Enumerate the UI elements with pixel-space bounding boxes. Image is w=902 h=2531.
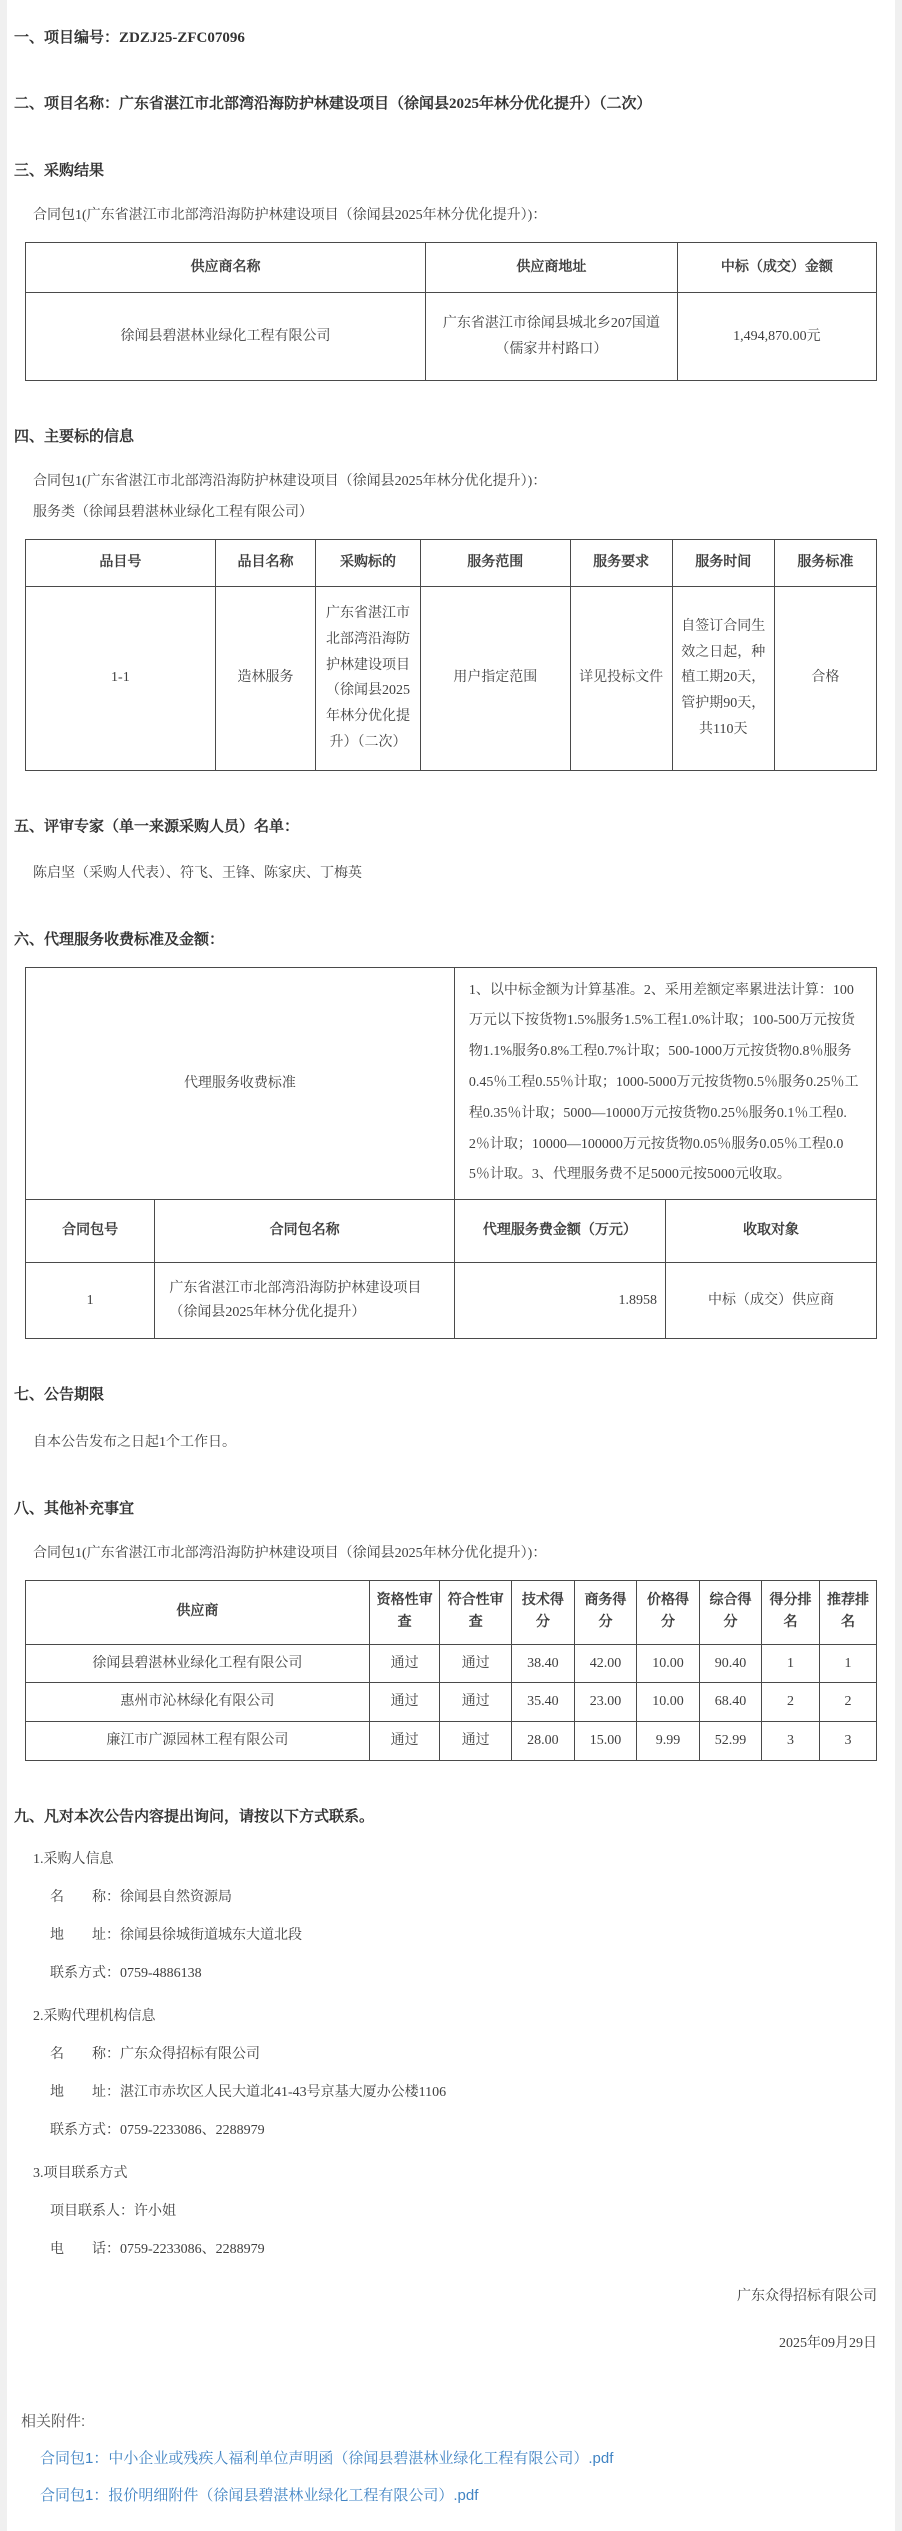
field-label: 名 称：: [50, 2047, 120, 2063]
column-header: 服务范围: [420, 540, 570, 587]
table-cell: 35.40: [511, 1683, 574, 1722]
table-cell: 10.00: [637, 1683, 700, 1722]
column-header: 合同包号: [26, 1200, 155, 1263]
project-contact-person-line: [50, 2201, 888, 2222]
project-contact-phone: 0759-2233086、2288979: [120, 2242, 265, 2258]
subject-package-line: 合同包1(广东省湛江市北部湾沿海防护林建设项目（徐闻县2025年林分优化提升）)：: [33, 474, 547, 490]
table-cell: 42.00: [574, 1644, 636, 1683]
agent-tel-line: [50, 2120, 888, 2141]
table-cell: 自签订合同生效之日起，种植工期20天，管护期90天，共110天: [672, 586, 774, 770]
purchaser-name-line: [50, 1887, 888, 1908]
column-header: 采购标的: [316, 540, 421, 587]
table-cell: 68.40: [699, 1683, 761, 1722]
table-cell: 3: [819, 1722, 876, 1761]
column-header: 合同包名称: [155, 1200, 455, 1263]
agent-address-line: [50, 2082, 888, 2103]
column-header: 服务标准: [774, 540, 876, 587]
fee-standard-label: 代理服务收费标准: [26, 967, 455, 1200]
field-label: 地 址：: [50, 1928, 120, 1944]
agent-info-title: 2.采购代理机构信息: [33, 2009, 156, 2025]
signature-date: 2025年09月29日: [779, 2336, 877, 2352]
table-cell: 3: [762, 1722, 820, 1761]
heading-agency-fee: 六、代理服务收费标准及金额：: [14, 932, 225, 949]
agent-tel: 0759-2233086、2288979: [120, 2123, 265, 2139]
table-cell: 1.8958: [454, 1262, 665, 1339]
table-cell: 廉江市广源园林工程有限公司: [26, 1722, 370, 1761]
table-header-row: [26, 540, 877, 587]
table-cell: 广东省湛江市北部湾沿海防护林建设项目（徐闻县2025年林分优化提升）: [155, 1262, 455, 1339]
table-cell: 52.99: [699, 1722, 761, 1761]
field-label: 联系方式：: [50, 2123, 120, 2139]
table-cell: 通过: [369, 1722, 440, 1761]
table-cell: 90.40: [699, 1644, 761, 1683]
field-label: 项目联系人：: [50, 2204, 134, 2220]
table-cell: 通过: [369, 1683, 440, 1722]
table-cell: 用户指定范围: [420, 586, 570, 770]
field-label: 地 址：: [50, 2085, 120, 2101]
table-cell: 1: [819, 1644, 876, 1683]
table-cell: 造林服务: [215, 586, 315, 770]
table-cell: 2: [762, 1683, 820, 1722]
subject-category-line: 服务类（徐闻县碧湛林业绿化工程有限公司）: [33, 505, 313, 521]
table-row: [26, 1644, 877, 1683]
column-header: 推荐排名: [819, 1580, 876, 1644]
table-cell: 1-1: [26, 586, 216, 770]
table-cell: 38.40: [511, 1644, 574, 1683]
table-cell: 中标（成交）供应商: [665, 1262, 876, 1339]
agent-name-line: [50, 2044, 888, 2065]
table-cell: 合格: [774, 586, 876, 770]
field-label: 电 话：: [50, 2242, 120, 2258]
heading-experts: 五、评审专家（单一来源采购人员）名单：: [14, 819, 300, 836]
agent-name: 广东众得招标有限公司: [120, 2047, 260, 2063]
purchaser-tel-line: [50, 1963, 888, 1984]
table-cell: 通过: [440, 1683, 511, 1722]
announcement-period-text: 自本公告发布之日起1个工作日。: [33, 1434, 236, 1450]
fee-standard-row: [26, 967, 877, 1200]
main-subject-table: [25, 539, 877, 771]
heading-project-number: 一、项目编号：ZDZJ25-ZFC07096: [14, 30, 245, 46]
table-header-row: [26, 242, 877, 293]
table-cell: 28.00: [511, 1722, 574, 1761]
table-cell: 2: [819, 1683, 876, 1722]
column-header: 供应商名称: [26, 242, 426, 293]
heading-supplementary: 八、其他补充事宜: [14, 1500, 135, 1517]
table-cell: 徐闻县碧湛林业绿化工程有限公司: [26, 293, 426, 380]
column-header: 资格性审查: [369, 1580, 440, 1644]
table-cell: 1,494,870.00元: [677, 293, 876, 380]
project-contact-person: 许小姐: [134, 2204, 176, 2220]
column-header: 符合性审查: [440, 1580, 511, 1644]
column-header: 品目名称: [215, 540, 315, 587]
table-cell: 通过: [369, 1644, 440, 1683]
table-row: [26, 1683, 877, 1722]
table-cell: 惠州市沁林绿化有限公司: [26, 1683, 370, 1722]
table-row: [26, 586, 877, 770]
table-cell: 通过: [440, 1722, 511, 1761]
purchaser-info-title: 1.采购人信息: [33, 1852, 114, 1868]
column-header: 综合得分: [699, 1580, 761, 1644]
heading-contact: 九、凡对本次公告内容提出询问，请按以下方式联系。: [14, 1808, 375, 1825]
table-cell: 1: [762, 1644, 820, 1683]
column-header: 品目号: [26, 540, 216, 587]
attachments-block: [14, 2410, 888, 2505]
field-label: 名 称：: [50, 1890, 120, 1906]
column-header: 价格得分: [637, 1580, 700, 1644]
project-contact-title: 3.项目联系方式: [33, 2166, 128, 2182]
table-cell: 9.99: [637, 1722, 700, 1761]
supplementary-package-line: 合同包1(广东省湛江市北部湾沿海防护林建设项目（徐闻县2025年林分优化提升）)：: [33, 1545, 547, 1561]
procurement-result-table: [25, 242, 877, 381]
attachment-link-declaration-pdf[interactable]: 合同包1：中小企业或残疾人福利单位声明函（徐闻县碧湛林业绿化工程有限公司）.pdf: [40, 2450, 614, 2468]
table-cell: 10.00: [637, 1644, 700, 1683]
heading-main-subject: 四、主要标的信息: [14, 428, 135, 445]
attachments-label: 相关附件:: [21, 2413, 86, 2431]
column-header: 技术得分: [511, 1580, 574, 1644]
purchaser-address: 徐闻县徐城街道城东大道北段: [120, 1928, 302, 1944]
table-cell: 通过: [440, 1644, 511, 1683]
purchaser-address-line: [50, 1925, 888, 1946]
project-contact-phone-line: [50, 2239, 888, 2260]
fee-data-row: [26, 1262, 877, 1339]
attachment-link-quotation-pdf[interactable]: 合同包1：报价明细附件（徐闻县碧湛林业绿化工程有限公司）.pdf: [40, 2487, 479, 2505]
column-header: 供应商: [26, 1580, 370, 1644]
heading-announcement-period: 七、公告期限: [14, 1387, 105, 1404]
heading-project-name: 二、项目名称：广东省湛江市北部湾沿海防护林建设项目（徐闻县2025年林分优化提升）（二次）: [14, 96, 652, 113]
table-row: [26, 293, 877, 380]
column-header: 商务得分: [574, 1580, 636, 1644]
column-header: 中标（成交）金额: [677, 242, 876, 293]
supplier-score-table: [25, 1580, 877, 1761]
column-header: 供应商地址: [425, 242, 677, 293]
field-label: 联系方式：: [50, 1966, 120, 1982]
column-header: 代理服务费金额（万元）: [454, 1200, 665, 1263]
column-header: 收取对象: [665, 1200, 876, 1263]
result-package-line: 合同包1(广东省湛江市北部湾沿海防护林建设项目（徐闻县2025年林分优化提升）)：: [33, 207, 547, 223]
table-row: [26, 1722, 877, 1761]
purchaser-tel: 0759-4886138: [120, 1966, 202, 1982]
announcement-card: [7, 0, 895, 2531]
table-cell: 15.00: [574, 1722, 636, 1761]
table-cell: 广东省湛江市北部湾沿海防护林建设项目（徐闻县2025年林分优化提升）（二次）: [316, 586, 421, 770]
table-cell: 广东省湛江市徐闻县城北乡207国道（儒家井村路口）: [425, 293, 677, 380]
column-header: 服务时间: [672, 540, 774, 587]
purchaser-name: 徐闻县自然资源局: [120, 1890, 232, 1906]
column-header: 服务要求: [570, 540, 672, 587]
agency-fee-table: [25, 967, 877, 1340]
heading-procurement-result: 三、采购结果: [14, 162, 105, 179]
table-cell: 1: [26, 1262, 155, 1339]
fee-header-row: [26, 1200, 877, 1263]
signature-company: 广东众得招标有限公司: [737, 2289, 877, 2305]
table-cell: 23.00: [574, 1683, 636, 1722]
table-cell: 徐闻县碧湛林业绿化工程有限公司: [26, 1644, 370, 1683]
agent-address: 湛江市赤坎区人民大道北41-43号京基大厦办公楼1106: [120, 2085, 447, 2101]
experts-names: 陈启坚（采购人代表）、符飞、王锋、陈家庆、丁梅英: [33, 866, 362, 882]
table-header-row: [26, 1580, 877, 1644]
column-header: 得分排名: [762, 1580, 820, 1644]
fee-standard-text: 1、以中标金额为计算基准。2、采用差额定率累进法计算：100万元以下按货物1.5%服务1.5%工程1.0%计取；100-500万元按货物1.1%服务0.8%工程0.7%计取；500-1000万元按货物0.8％服务0.45％工程0.55％计取；1000-5000万元按货物0.5％服务0.25％工程0.35％计取；5000—10000万元按货物0.25％服务0.1％工程0.2％计取；10000—100000万元按货物0.05％服务0.05％工程0.05％计取。3、代理服务费不足5000元按5000元收取。: [454, 967, 876, 1200]
table-cell: 详见投标文件: [570, 586, 672, 770]
